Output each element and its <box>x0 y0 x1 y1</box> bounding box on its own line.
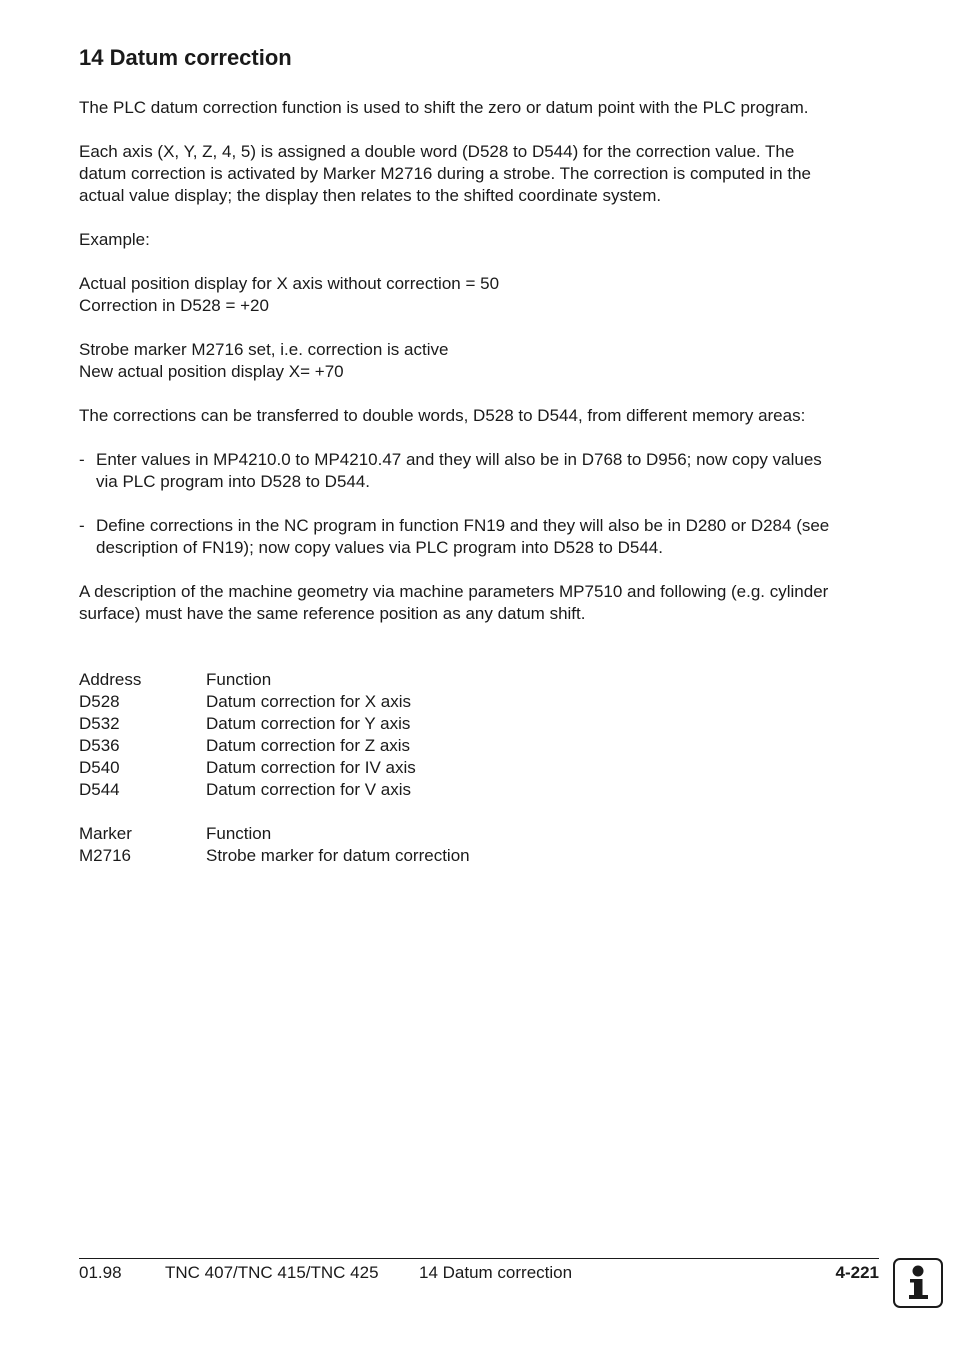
footer-page-number: 4-221 <box>835 1263 879 1282</box>
text-line: description of FN19); now copy values via PLC program into D528 to D544. <box>96 538 663 557</box>
axes-paragraph <box>79 141 879 207</box>
info-icon <box>893 1258 943 1308</box>
text-line: Correction in D528 = +20 <box>79 296 269 315</box>
table-header-cell: Marker <box>79 824 132 843</box>
table-cell: D536 <box>79 736 120 755</box>
text-line: Actual position display for X axis without correction = 50 <box>79 274 500 293</box>
table-header-row <box>79 823 470 845</box>
text-line: surface) must have the same reference position as any datum shift. <box>79 604 586 623</box>
intro-paragraph: The PLC datum correction function is used to shift the zero or datum point with the PLC program. <box>79 98 809 117</box>
table-cell: M2716 <box>79 846 131 865</box>
text-line: New actual position display X= +70 <box>79 362 344 381</box>
table-cell: D528 <box>79 692 120 711</box>
address-table <box>79 669 416 801</box>
example-label: Example: <box>79 230 150 249</box>
table-row <box>79 757 416 779</box>
table-row <box>79 779 416 801</box>
footer-model: TNC 407/TNC 415/TNC 425 <box>165 1263 379 1282</box>
table-cell: D540 <box>79 758 120 777</box>
dash-bullet: - <box>79 450 85 469</box>
table-header-cell: Address <box>79 670 142 689</box>
spacer <box>79 647 879 669</box>
info-icon-glyph <box>895 1260 941 1306</box>
footer-date: 01.98 <box>79 1263 122 1282</box>
list-item <box>79 515 879 559</box>
table-header-cell: Function <box>206 670 272 689</box>
transfer-paragraph: The corrections can be transferred to double words, D528 to D544, from different memory areas: <box>79 406 806 425</box>
table-cell: Strobe marker for datum correction <box>206 846 470 865</box>
table-header-cell: Function <box>206 824 272 843</box>
marker-table <box>79 823 470 867</box>
page-footer <box>79 1262 879 1286</box>
table-cell: D532 <box>79 714 120 733</box>
geometry-paragraph <box>79 581 879 625</box>
table-cell: Datum correction for V axis <box>206 780 412 799</box>
table-row <box>79 713 416 735</box>
example-paragraph <box>79 273 879 317</box>
text-line: Define corrections in the NC program in function FN19 and they will also be in D280 or D284 (see <box>96 516 830 535</box>
document-page <box>79 44 879 889</box>
strobe-paragraph <box>79 339 879 383</box>
transfer-options-list <box>79 449 879 559</box>
footer-divider <box>79 1258 879 1259</box>
footer-chapter: 14 Datum correction <box>419 1263 573 1282</box>
table-row <box>79 691 416 713</box>
page-title: 14 Datum correction <box>79 45 292 70</box>
text-line: Strobe marker M2716 set, i.e. correction is active <box>79 340 449 359</box>
text-line: Each axis (X, Y, Z, 4, 5) is assigned a double word (D528 to D544) for the correction value. The <box>79 142 795 161</box>
table-cell: D544 <box>79 780 120 799</box>
text-line: actual value display; the display then relates to the shifted coordinate system. <box>79 186 662 205</box>
text-line: via PLC program into D528 to D544. <box>96 472 371 491</box>
table-cell: Datum correction for Z axis <box>206 736 411 755</box>
text-line: datum correction is activated by Marker M2716 during a strobe. The correction is computed in the <box>79 164 811 183</box>
table-cell: Datum correction for IV axis <box>206 758 416 777</box>
text-line: Enter values in MP4210.0 to MP4210.47 and they will also be in D768 to D956; now copy values <box>96 450 822 469</box>
text-line: A description of the machine geometry via machine parameters MP7510 and following (e.g. cylinder <box>79 582 829 601</box>
table-header-row <box>79 669 416 691</box>
dash-bullet: - <box>79 516 85 535</box>
table-cell: Datum correction for Y axis <box>206 714 411 733</box>
table-row <box>79 845 470 867</box>
list-item <box>79 449 879 493</box>
table-cell: Datum correction for X axis <box>206 692 412 711</box>
table-row <box>79 735 416 757</box>
